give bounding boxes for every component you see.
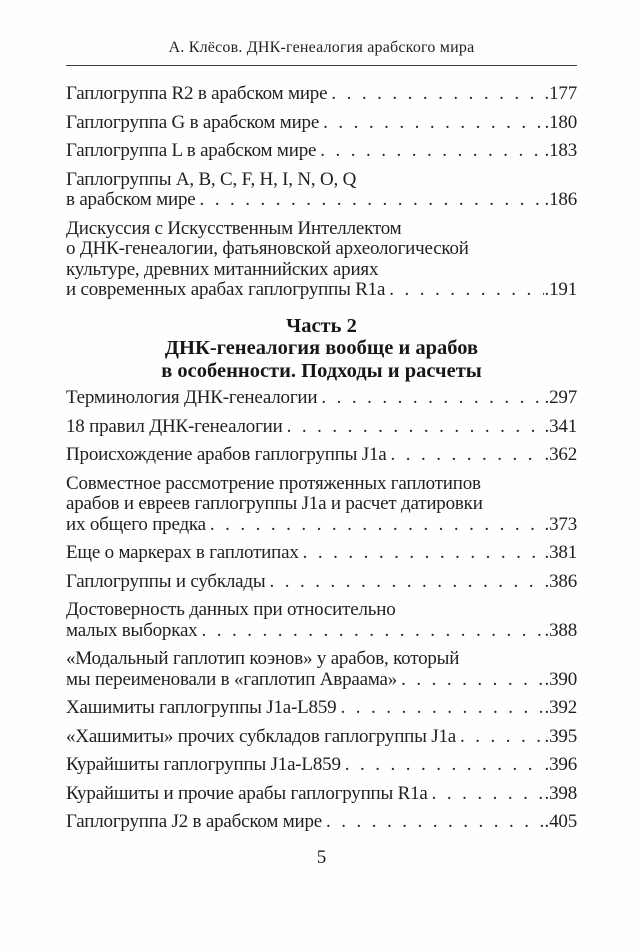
entry-page-number: . 398 [545, 784, 577, 805]
entry-title: Гаплогруппа R2 в арабском мире [66, 83, 328, 104]
entry-title: Еще о маркерах в гаплотипах [66, 542, 299, 563]
dot-leader [340, 698, 543, 719]
entry-page-number: . 177 [545, 84, 577, 105]
entry-page-number: . 390 [545, 670, 577, 691]
entry-pre-line: «Модальный гаплотип коэнов» у арабов, который [66, 648, 460, 669]
toc-entry [66, 727, 577, 748]
dot-leader [201, 621, 543, 642]
part-heading-line-3: в особенности. Подходы и расчеты [161, 359, 482, 382]
entry-pre-line: о ДНК-генеалогии, фатьяновской археологической [66, 238, 469, 259]
dot-leader [432, 784, 544, 805]
dot-leader [391, 445, 544, 466]
entry-page-number: . 180 [545, 113, 577, 134]
dot-leader [321, 388, 543, 409]
toc-entry [66, 141, 577, 162]
table-of-contents [66, 84, 577, 833]
entry-title: Терминология ДНК-генеалогии [66, 387, 318, 408]
page-footer [66, 847, 577, 869]
dot-leader [331, 84, 543, 105]
toc-entry [66, 445, 577, 466]
part-heading-line-1: Часть 2 [286, 314, 357, 337]
entry-page-number: . 405 [545, 812, 577, 833]
dot-leader [320, 141, 543, 162]
entry-title: Курайшиты и прочие арабы гаплогруппы R1a [66, 782, 428, 804]
entry-pre-line: Совместное рассмотрение протяженных гаплотипов [66, 472, 481, 494]
dot-leader [323, 113, 543, 134]
entry-title: Хашимиты гаплогруппы J1a-L859 [66, 697, 337, 718]
dot-leader [287, 417, 544, 438]
dot-leader [269, 572, 543, 593]
entry-pre-line: арабов и евреев гаплогруппы J1a и расчет датировки [66, 493, 483, 514]
toc-entry [66, 698, 577, 719]
toc-entry [66, 474, 577, 536]
entry-title: 18 правил ДНК-генеалогии [66, 415, 283, 437]
toc-entry [66, 755, 577, 776]
dot-leader [200, 190, 544, 211]
entry-page-number: . 341 [545, 417, 577, 438]
entry-title: в арабском мире [66, 189, 196, 210]
toc-entry [66, 784, 577, 805]
toc-entry [66, 649, 577, 690]
entry-page-number: . 183 [545, 141, 577, 162]
entry-page-number: . 396 [545, 755, 577, 776]
entry-title: Курайшиты гаплогруппы J1a-L859 [66, 754, 341, 775]
toc-entry [66, 113, 577, 134]
entry-pre-line: Гаплогруппы A, B, C, F, H, I, N, O, Q [66, 168, 357, 190]
entry-page-number: . 395 [545, 727, 577, 748]
running-title: А. Клёсов. ДНК-генеалогия арабского мира [168, 39, 475, 56]
header-rule [66, 65, 577, 66]
entry-page-number: . 388 [545, 621, 577, 642]
entry-page-number: . 297 [545, 388, 577, 409]
entry-title: «Хашимиты» прочих субкладов гаплогруппы J1a [66, 725, 456, 747]
entry-title: мы переименовали в «гаплотип Авраама» [66, 668, 398, 690]
entry-title: Происхождение арабов гаплогруппы J1a [66, 444, 387, 465]
toc-entry [66, 170, 577, 211]
entry-title: Гаплогруппа J2 в арабском мире [66, 811, 323, 832]
entry-title: Гаплогруппы и субклады [66, 570, 266, 592]
toc-entry [66, 417, 577, 438]
entry-pre-line: Достоверность данных при относительно [66, 599, 396, 620]
dot-leader [326, 812, 543, 833]
entry-pre-line: Дискуссия с Искусственным Интеллектом [66, 217, 402, 239]
toc-entry [66, 600, 577, 641]
entry-page-number: . 381 [545, 543, 577, 564]
dot-leader [401, 670, 543, 691]
toc-entry [66, 572, 577, 593]
dot-leader [460, 727, 544, 748]
dot-leader [210, 515, 544, 536]
toc-entry [66, 388, 577, 409]
entry-page-number: . 373 [545, 515, 577, 536]
toc-entry [66, 812, 577, 833]
page-header [66, 38, 577, 66]
folio-page-number: 5 [316, 846, 327, 868]
part-heading-line-2: ДНК-генеалогия вообще и арабов [164, 337, 479, 359]
entry-title: и современных арабах гаплогруппы R1a [66, 279, 386, 300]
entry-page-number: . 191 [545, 280, 577, 301]
entry-title: Гаплогруппа L в арабском мире [66, 140, 317, 161]
toc-entry [66, 543, 577, 564]
dot-leader [345, 755, 544, 776]
entry-page-number: . 392 [545, 698, 577, 719]
part-heading [66, 315, 577, 383]
entry-page-number: . 186 [545, 190, 577, 211]
toc-entry [66, 219, 577, 301]
dot-leader [389, 280, 543, 301]
entry-title: Гаплогруппа G в арабском мире [66, 111, 320, 133]
entry-page-number: . 362 [545, 445, 577, 466]
entry-title: их общего предка [66, 513, 206, 535]
entry-page-number: . 386 [545, 572, 577, 593]
toc-entry [66, 84, 577, 105]
entry-pre-line: культуре, древних митаннийских ариях [66, 258, 379, 280]
dot-leader [303, 543, 544, 564]
entry-title: малых выборках [66, 619, 198, 641]
